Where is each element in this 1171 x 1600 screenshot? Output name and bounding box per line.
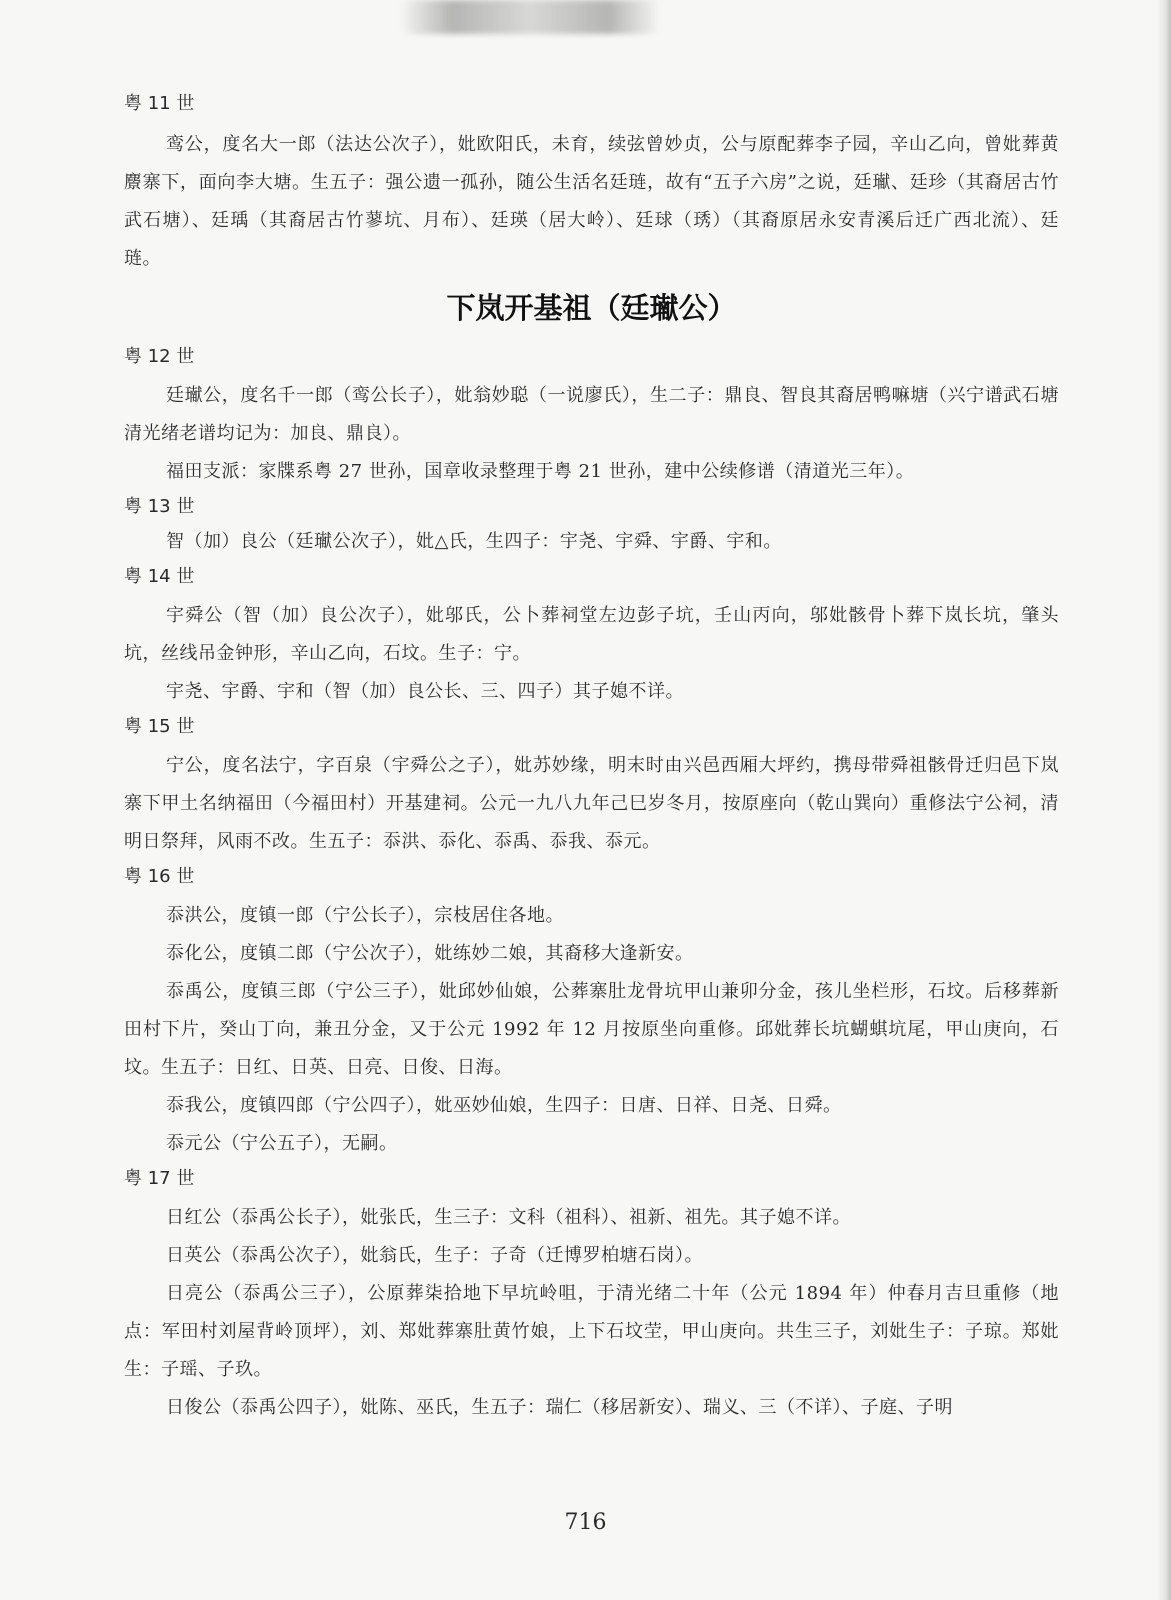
paragraph: 日俊公（忝禹公四子），妣陈、巫氏，生五子：瑞仁（移居新安）、瑞义、三（不详）、子庭、子明	[166, 1397, 953, 1418]
paragraph: 宁公，度名法宁，字百泉（宇舜公之子），妣苏妙缘，明末时由兴邑西厢大坪约，携母带舜祖骸骨迁归邑下岚寨下甲土名纳福田（今福田村）开基建祠。公元一九八九年己巳岁冬月，按原座向（乾山巽向）重修法宁公祠，清明日祭拜，风雨不改。生五子：忝洪、忝化、忝禹、忝我、忝元。	[124, 755, 1059, 852]
paragraph: 鸾公，度名大一郎（法达公次子），妣欧阳氏，未育，续弦曾妙贞，公与原配葬李子园，辛山乙向，曾妣葬黄麖寨下，面向李大塘。生五子：强公遗一孤孙，随公生活名廷琏，故有“五子六房”之说，廷𤩽、廷珍（其裔居古竹武石塘）、廷瑀（其裔居古竹蓼坑、月布）、廷瑛（居大岭）、廷球（琇）（其裔原居永安青溪后迁广西北流）、廷琏。	[124, 134, 1059, 269]
page-edge-shadow	[1157, 0, 1171, 1600]
scan-artifact	[400, 0, 660, 34]
section-title: 下岚开基祖（廷𤩽公）	[446, 291, 737, 325]
generation-heading: 粤 11 世	[124, 93, 195, 114]
paragraph: 宇舜公（智（加）良公次子），妣邬氏，公卜葬祠堂左边彭子坑，壬山丙向，邬妣骸骨卜葬下岚长坑，肇头坑，丝线吊金钟形，辛山乙向，石坟。生子：宁。	[124, 605, 1059, 664]
paragraph: 忝化公，度镇二郎（宁公次子），妣练妙二娘，其裔移大逢新安。	[166, 943, 694, 964]
paragraph: 福田支派：家牒系粤 27 世孙，国章收录整理于粤 21 世孙，建中公续修谱（清道光三年）。	[166, 461, 915, 482]
paragraph: 忝禹公，度镇三郎（宁公三子），妣邱妙仙娘，公葬寨肚龙骨坑甲山兼卯分金，孩儿坐栏形，石坟。后移葬新田村下片，癸山丁向，兼丑分金，又于公元 1992 年 12 月按原坐向重修。邱妣葬长坑蝴蜞坑尾，甲山庚向，石坟。生五子：日红、日英、日亮、日俊、日海。	[124, 981, 1059, 1078]
page-number: 716	[564, 1510, 607, 1535]
paragraph: 廷𤩽公，度名千一郎（鸾公长子），妣翁妙聪（一说廖氏），生二子：鼎良、智良其裔居鸭嘛塘（兴宁谱武石塘清光绪老谱均记为：加良、鼎良）。	[124, 385, 1059, 444]
paragraph: 忝元公（宁公五子），无嗣。	[166, 1133, 398, 1154]
generation-heading: 粤 12 世	[124, 346, 195, 367]
paragraph: 日英公（忝禹公次子），妣翁氏，生子：子奇（迁博罗柏塘石岗）。	[166, 1245, 703, 1266]
paragraph: 日亮公（忝禹公三子），公原葬柒拾地下早坑岭咀，于清光绪二十年（公元 1894 年）仲春月吉旦重修（地点：军田村刘屋背岭顶坪），刘、郑妣葬寨肚黄竹娘，上下石坟茔，甲山庚向。共生三子，刘妣生子：子琼。郑妣生：子瑶、子玖。	[124, 1283, 1059, 1380]
generation-heading: 粤 13 世	[124, 496, 195, 517]
paragraph: 宇尧、宇爵、宇和（智（加）良公长、三、四子）其子媳不详。	[166, 681, 684, 702]
paragraph: 忝洪公，度镇一郎（宁公长子），宗枝居住各地。	[166, 905, 564, 926]
paragraph: 智（加）良公（廷𤩽公次子），妣△氏，生四子：宇尧、宇舜、宇爵、宇和。	[166, 531, 782, 552]
generation-heading: 粤 17 世	[124, 1168, 195, 1189]
paragraph: 忝我公，度镇四郎（宁公四子），妣巫妙仙娘，生四子：日唐、日祥、日尧、日舜。	[166, 1095, 842, 1116]
generation-heading: 粤 16 世	[124, 866, 195, 887]
generation-heading: 粤 14 世	[124, 566, 195, 587]
genealogy-text-body	[124, 88, 1059, 1427]
generation-heading: 粤 15 世	[124, 716, 195, 737]
paragraph: 日红公（忝禹公长子），妣张氏，生三子：文科（祖科）、祖新、祖先。其子媳不详。	[166, 1207, 851, 1228]
